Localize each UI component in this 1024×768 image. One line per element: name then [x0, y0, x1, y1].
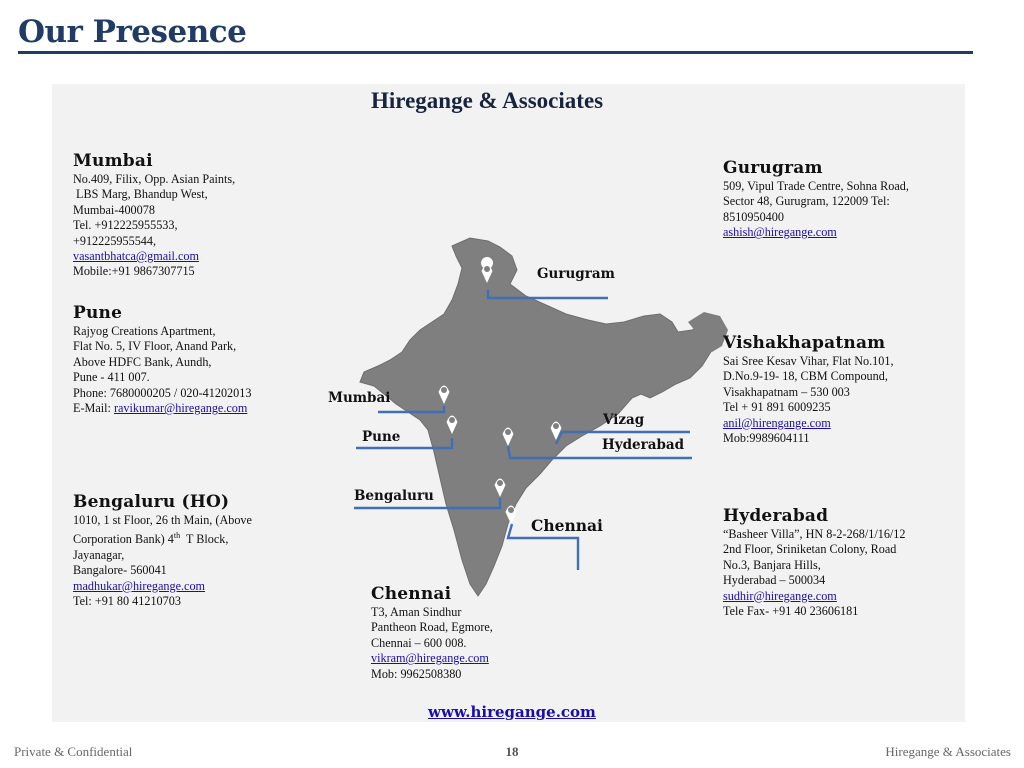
- address-line: Chennai – 600 008.: [371, 635, 467, 650]
- map-label-pune: Pune: [362, 429, 401, 445]
- office-vishakhapatnam: [723, 333, 894, 446]
- address-line: Rajyog Creations Apartment,: [73, 324, 216, 338]
- email-link[interactable]: ravikumar@hiregange.com: [113, 401, 248, 416]
- address-line: Sai Sree Kesav Vihar, Flat No.101,: [723, 354, 894, 368]
- address-text: T Block,: [180, 532, 229, 547]
- address-line: 2nd Floor, Sriniketan Colony, Road: [723, 542, 897, 557]
- map-label-mumbai: Mumbai: [328, 390, 391, 406]
- office-city: Vishakhapatnam: [723, 333, 886, 353]
- office-bengaluru: [73, 492, 252, 610]
- mobile-line: Mob: 9962508380: [371, 666, 462, 681]
- office-city: Bengaluru (HO): [73, 492, 230, 512]
- map-label-gurugram: Gurugram: [537, 266, 615, 282]
- office-city: Chennai: [371, 584, 452, 604]
- address-line: D.No.9-19- 18, CBM Compound,: [723, 369, 888, 384]
- page-title: Our Presence: [18, 14, 247, 50]
- office-city: Mumbai: [73, 151, 153, 171]
- footer-firm-name: Hiregange & Associates: [885, 744, 1011, 759]
- address-line: 1010, 1 st Floor, 26 th Main, (Above: [73, 513, 252, 527]
- address-line: No.409, Filix, Opp. Asian Paints,: [73, 172, 236, 186]
- office-city: Pune: [73, 303, 123, 323]
- address-line: Pantheon Road, Egmore,: [371, 620, 493, 635]
- mobile-line: Mobile:+91 9867307715: [73, 264, 195, 279]
- address-line: No.3, Banjara Hills,: [723, 557, 821, 572]
- ordinal-suffix: th: [173, 531, 181, 541]
- office-mumbai: [73, 151, 235, 280]
- address-line: Bangalore- 560041: [73, 563, 167, 578]
- address-line: 509, Vipul Trade Centre, Sohna Road,: [723, 179, 909, 193]
- email-link[interactable]: anil@hirengange.com: [723, 415, 831, 430]
- address-text: Corporation Bank) 4: [73, 532, 174, 547]
- address-line: Above HDFC Bank, Aundh,: [73, 354, 212, 369]
- address-line: Flat No. 5, IV Floor, Anand Park,: [73, 339, 237, 354]
- address-line: Jayanagar,: [73, 547, 125, 562]
- phone-line: Tel. +912225955533,: [73, 218, 178, 233]
- address-line: Visakhapatnam – 530 003: [723, 384, 850, 399]
- footer-confidential: Private & Confidential: [14, 744, 133, 759]
- title-rule: [18, 51, 973, 54]
- firm-title: Hiregange & Associates: [371, 88, 604, 113]
- phone-line: +912225955544,: [73, 233, 157, 248]
- email-link[interactable]: vasantbhatca@gmail.com: [73, 249, 199, 264]
- office-city: Hyderabad: [723, 506, 829, 526]
- address-line: LBS Marg, Bhandup West,: [73, 187, 208, 202]
- address-line: Hyderabad – 500034: [723, 573, 826, 588]
- phone-line: Tel + 91 891 6009235: [723, 400, 831, 415]
- email-prefix: E-Mail:: [73, 401, 114, 416]
- office-pune: [73, 303, 251, 416]
- fax-line: Tele Fax- +91 40 23606181: [723, 604, 859, 619]
- address-line: Mumbai-400078: [73, 202, 155, 217]
- phone-line: Phone: 7680000205 / 020-41202013: [73, 385, 252, 400]
- map-label-vizag: Vizag: [603, 412, 645, 428]
- address-line: “Basheer Villa”, HN 8-2-268/1/16/12: [723, 527, 906, 541]
- website-link[interactable]: www.hiregange.com: [428, 703, 596, 721]
- office-gurugram: [723, 158, 909, 241]
- page-number: 18: [505, 744, 519, 759]
- email-link[interactable]: ashish@hiregange.com: [723, 225, 837, 240]
- address-line: [73, 528, 252, 547]
- phone-line: Tel: +91 80 41210703: [73, 594, 181, 609]
- email-link[interactable]: madhukar@hiregange.com: [73, 578, 206, 593]
- map-label-bengaluru: Bengaluru: [354, 488, 434, 504]
- address-line: T3, Aman Sindhur: [371, 605, 462, 619]
- phone-line: 8510950400: [723, 209, 784, 224]
- office-chennai: [371, 584, 493, 682]
- office-city: Gurugram: [723, 158, 823, 178]
- address-line: Sector 48, Gurugram, 122009 Tel:: [723, 194, 890, 209]
- email-link[interactable]: vikram@hiregange.com: [371, 651, 489, 666]
- map-label-chennai: Chennai: [531, 516, 603, 535]
- office-hyderabad: [723, 506, 906, 619]
- map-label-hyderabad: Hyderabad: [602, 437, 685, 453]
- address-line: Pune - 411 007.: [73, 370, 150, 385]
- mobile-line: Mob:9989604111: [723, 431, 810, 446]
- email-link[interactable]: sudhir@hiregange.com: [723, 588, 837, 603]
- website: [0, 703, 1024, 721]
